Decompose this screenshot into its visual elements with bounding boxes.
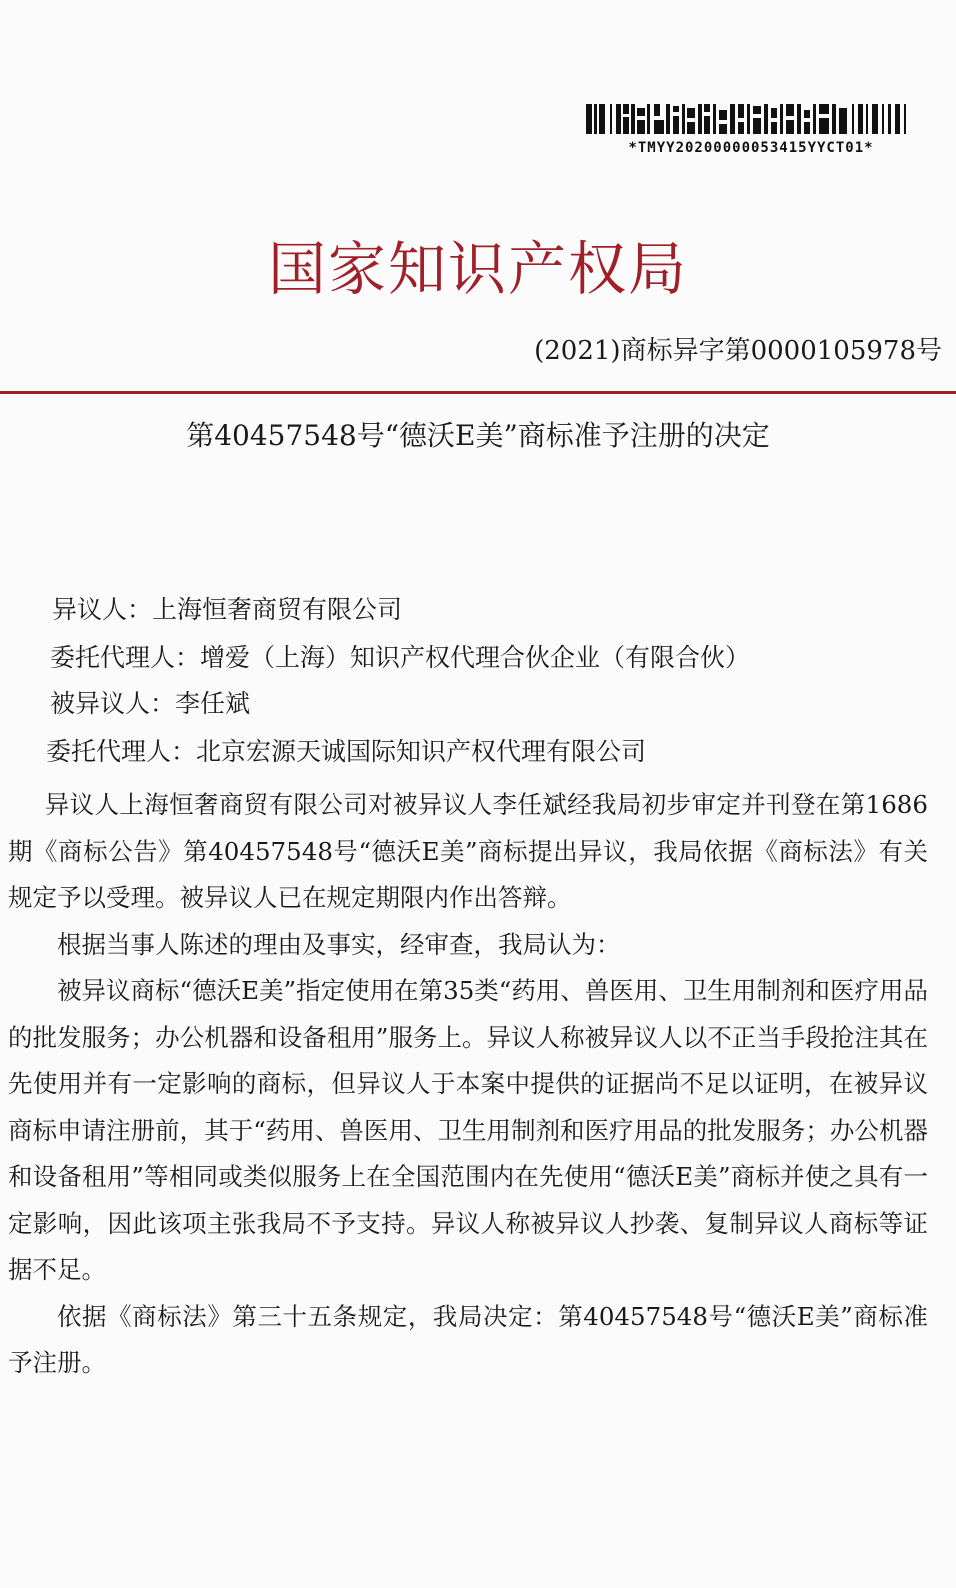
header-divider xyxy=(0,391,956,394)
opponent-name: 上海恒奢商贸有限公司 xyxy=(152,595,403,624)
agency-name: 国家知识产权局 xyxy=(267,235,688,303)
respondent-agent-label: 委托代理人： xyxy=(46,737,197,766)
opponent-agent-name: 增爱（上海）知识产权代理合伙企业（有限合伙） xyxy=(200,643,751,672)
paragraph-findings: 被异议商标“德沃E美”指定使用在第35类“药用、兽医用、卫生用制剂和医疗用品的批发服务；办公机器和设备租用”服务上。异议人称被异议人以不正当手段抢注其在先使用并有一定影响的商标，但异议人于本案中提供的证据尚不足以证明，在被异议商标申请注册前，其于“药用、兽医用、卫生用制剂和医疗用品的批发服务；办公机器和设备租用”等相同或类似服务上在全国范围内在先使用“德沃E美”商标并使之具有一定影响，因此该项主张我局不予支持。异议人称被异议人抄袭、复制异议人商标等证据不足。 xyxy=(8,976,928,1284)
barcode-block xyxy=(586,98,916,156)
opponent-agent-line xyxy=(50,638,750,674)
respondent-line xyxy=(50,684,250,720)
decision-title: 第40457548号“德沃E美”商标准予注册的决定 xyxy=(186,419,770,452)
paragraph-examination-intro: 根据当事人陈述的理由及事实，经审查，我局认为： xyxy=(57,929,621,959)
respondent-name: 李任斌 xyxy=(175,689,251,718)
opponent-label: 异议人： xyxy=(52,595,153,624)
opponent-agent-label: 委托代理人： xyxy=(50,643,201,672)
document-number: (2021)商标异字第0000105978号 xyxy=(534,336,942,366)
paragraph-opposition-filed: 异议人上海恒奢商贸有限公司对被异议人李任斌经我局初步审定并刊登在第1686期《商标公告》第40457548号“德沃E美”商标提出异议，我局依据《商标法》有关规定予以受理。被异议人已在规定期限内作出答辩。 xyxy=(8,790,928,912)
opponent-line xyxy=(52,590,402,626)
respondent-agent-line xyxy=(46,732,646,768)
paragraph-decision: 依据《商标法》第三十五条规定，我局决定：第40457548号“德沃E美”商标准予注册。 xyxy=(8,1301,928,1377)
decision-body xyxy=(8,782,928,1387)
respondent-agent-name: 北京宏源天诚国际知识产权代理有限公司 xyxy=(196,737,647,766)
barcode-image xyxy=(586,98,910,138)
respondent-label: 被异议人： xyxy=(50,689,176,718)
barcode-number: *TMYY20200000053415YYCT01* xyxy=(628,140,874,156)
